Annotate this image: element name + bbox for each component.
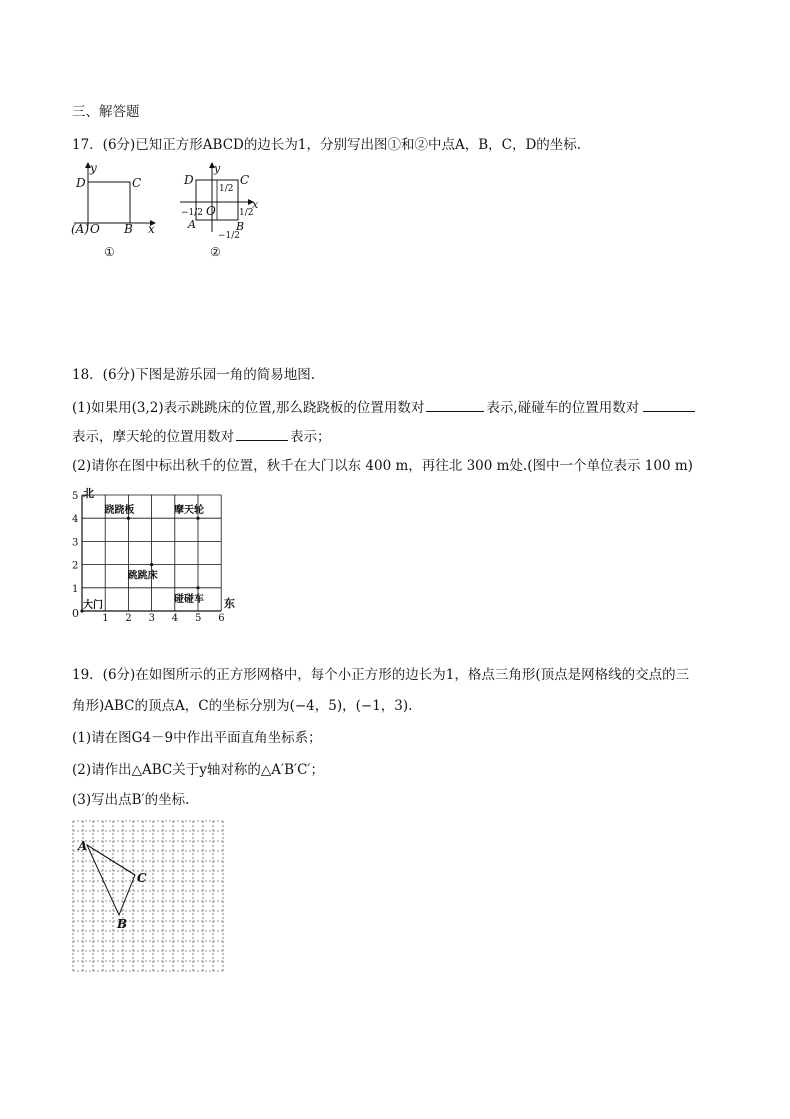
label-d: D <box>76 176 86 190</box>
label-b: B <box>117 917 128 931</box>
q19-line5: (3)写出点B′的坐标. <box>72 792 190 808</box>
y-axis-label: y <box>214 162 221 175</box>
section-title: 三、解答题 <box>72 104 140 120</box>
label-a: A <box>188 218 196 231</box>
q19-line3: (1)请在图G4－9中作出平面直角坐标系； <box>72 730 322 746</box>
q19-line2: 角形)ABC的顶点A，C的坐标分别为(−4，5)，(−1，3). <box>72 698 413 714</box>
map-place-label: 大门 <box>83 600 103 611</box>
q18-line3 <box>72 426 331 446</box>
label-b: B <box>236 220 245 233</box>
label-c: C <box>137 871 147 885</box>
triangle-abc <box>87 845 135 915</box>
caption-2: ② <box>210 245 221 259</box>
tick-half-right: 1/2 <box>239 208 254 218</box>
q18-line3a: 表示，摩天轮的位置用数对 <box>72 429 234 445</box>
label-o: O <box>206 204 216 218</box>
x-axis-label: x <box>252 198 259 211</box>
answer-blank-bumper-car[interactable] <box>643 397 695 412</box>
q18-line1: 18．(6分)下图是游乐园一角的简易地图. <box>72 367 316 383</box>
map-x-ticks <box>102 613 224 624</box>
label-a: A <box>78 839 88 853</box>
map-point <box>127 517 130 520</box>
tick-half-left: −1/2 <box>181 208 204 218</box>
dashed-grid <box>73 821 223 971</box>
label-o: O <box>90 222 100 236</box>
map-x-tick: 3 <box>148 613 155 624</box>
q18-line2b: 表示,碰碰车的位置用数对 <box>486 400 640 416</box>
map-y-tick: 5 <box>72 491 79 502</box>
q19-line1: 19．(6分)在如图所示的正方形网格中，每个小正方形的边长为1，格点三角形(顶点是网格线的交点的三 <box>72 667 690 683</box>
caption-1: ① <box>104 245 115 259</box>
label-d: D <box>184 173 194 187</box>
map-y-tick: 2 <box>72 560 79 572</box>
q17-figure-2 <box>176 160 276 260</box>
map-point <box>196 586 199 589</box>
map-place-label: 跳跳床 <box>127 570 158 582</box>
q18-line2 <box>72 397 695 417</box>
square-abcd <box>88 182 130 223</box>
east-label: 东 <box>224 597 235 610</box>
label-c: C <box>240 173 250 187</box>
q17-text: 17．(6分)已知正方形ABCD的边长为1，分别写出图①和②中点A，B，C，D的坐标. <box>72 137 582 153</box>
square-grid-figure <box>70 818 230 978</box>
map-point <box>196 517 199 520</box>
q19-line4: (2)请作出△ABC关于y轴对称的△A′B′C′； <box>72 762 324 778</box>
map-x-tick: 4 <box>171 613 179 624</box>
q18-line4: (2)请你在图中标出秋千的位置，秋千在大门以东 400 m，再往北 300 m处.(图中一个单位表示 100 m) <box>72 458 693 474</box>
map-point <box>150 563 153 566</box>
map-y-tick: 4 <box>72 514 79 526</box>
label-b: B <box>124 222 133 236</box>
answer-blank-seesaw[interactable] <box>426 397 484 412</box>
y-axis-label: y <box>90 161 97 175</box>
north-label: 北 <box>83 487 94 500</box>
amusement-park-map <box>62 484 247 624</box>
origin-label: 0 <box>72 607 79 620</box>
map-x-tick: 6 <box>218 613 225 624</box>
answer-blank-ferris-wheel[interactable] <box>236 426 288 441</box>
map-places <box>80 503 204 612</box>
label-c: C <box>132 176 142 190</box>
map-place-label: 摩天轮 <box>174 505 204 517</box>
tick-half-bottom: −1/2 <box>218 231 241 241</box>
map-place-label: 跷跷板 <box>104 505 135 517</box>
tick-half-top: 1/2 <box>219 184 234 194</box>
map-x-tick: 2 <box>125 613 132 624</box>
q17-figure-1 <box>68 160 168 260</box>
q18-line2a: (1)如果用(3,2)表示跳跳床的位置,那么跷跷板的位置用数对 <box>72 400 425 416</box>
map-x-tick: 1 <box>102 613 109 624</box>
map-y-tick: 1 <box>72 583 79 595</box>
map-y-tick: 3 <box>72 537 79 549</box>
x-axis-label: x <box>148 222 155 236</box>
q18-line3b: 表示； <box>290 429 331 445</box>
map-y-ticks <box>72 491 78 595</box>
label-a: (A) <box>71 222 90 236</box>
map-x-tick: 5 <box>195 613 202 624</box>
map-place-label: 碰碰车 <box>174 593 204 605</box>
